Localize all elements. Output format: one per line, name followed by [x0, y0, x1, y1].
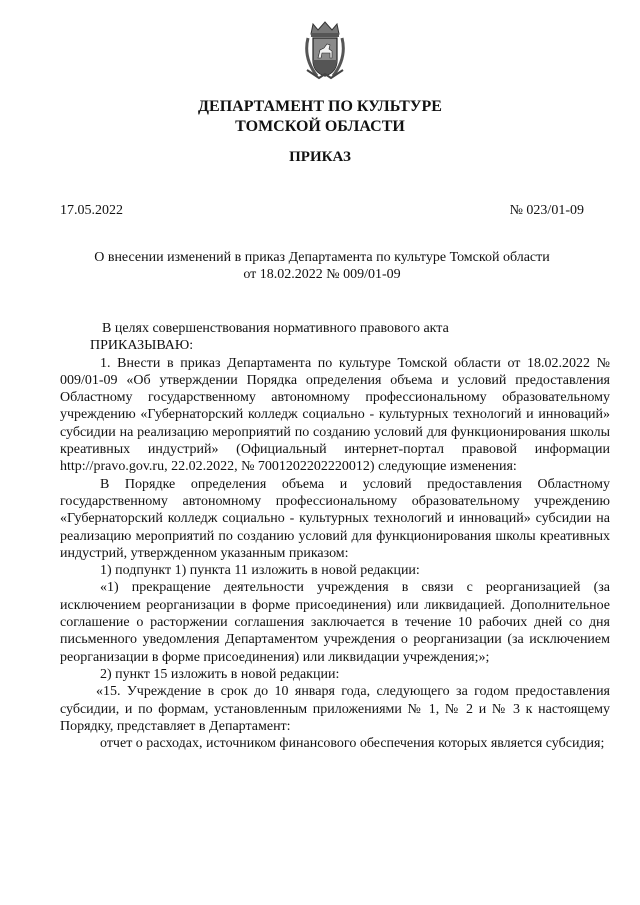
order-number: № 023/01-09	[509, 203, 584, 218]
department-title-line2: ТОМСКОЙ ОБЛАСТИ	[235, 118, 405, 135]
order-body	[60, 320, 610, 752]
tomsk-coat-of-arms-icon	[303, 20, 347, 80]
department-title-line1: ДЕПАРТАМЕНТ ПО КУЛЬТУРЕ	[198, 98, 442, 115]
document-type: ПРИКАЗ	[289, 149, 351, 165]
subitem-1-heading: 1) подпункт 1) пункта 11 изложить в новой редакции:	[100, 563, 420, 579]
item-1-paragraph: 1. Внести в приказ Департамента по культуре Томской области от 18.02.2022 № 009/01-09 «Об утверждении Порядка определения объема и условий предоставления Областному государственному автономному профессиональному образовательному учреждению «Губернаторский колледж социально - культурных технологий и инноваций» субсидии на реализацию мероприятий по созданию условий для функционирования школы креативных индустрий» (Официальный интернет-портал правовой информации http://pravo.gov.ru, 22.02.2022, № 7001202202220012) следующие изменения:	[60, 355, 610, 475]
report-paragraph: отчет о расходах, источником финансового обеспечения которых является субсидия;	[100, 736, 605, 752]
subitem-1-quote: «1) прекращение деятельности учреждения в связи с реорганизацией (за исключением реорганизации в форме присоединения) или ликвидацией. Дополнительное соглашение о расторжении соглашения заключается в течение 10 рабочих дней со дня письменного уведомления Департаментом учреждения о реорганизации (за исключением реорганизации в форме присоединения) или ликвидации учреждения;»;	[60, 580, 610, 665]
order-date: 17.05.2022	[60, 203, 123, 218]
intro-paragraph: В целях совершенствования нормативного правового акта	[102, 321, 449, 336]
order-word: ПРИКАЗЫВАЮ:	[90, 338, 194, 354]
subitem-2-quote: «15. Учреждение в срок до 10 января года, следующего за годом предоставления субсидии, и по формам, установленным приложениями № 1, № 2 и № 3 к настоящему Порядку, представляет в Департамент:	[60, 684, 610, 734]
subject-line1: О внесении изменений в приказ Департамента по культуре Томской области	[94, 250, 550, 265]
subject-line2: от 18.02.2022 № 009/01-09	[243, 267, 401, 282]
subitem-2-heading: 2) пункт 15 изложить в новой редакции:	[100, 666, 340, 682]
procedure-paragraph: В Порядке определения объема и условий предоставления Областному государственному автономному профессиональному образовательному учреждению «Губернаторский колледж социально - культурных технологий и инноваций» субсидии на реализацию мероприятий по созданию условий для функционирования школы креативных индустрий, утвержденном указанным приказом:	[60, 476, 610, 561]
